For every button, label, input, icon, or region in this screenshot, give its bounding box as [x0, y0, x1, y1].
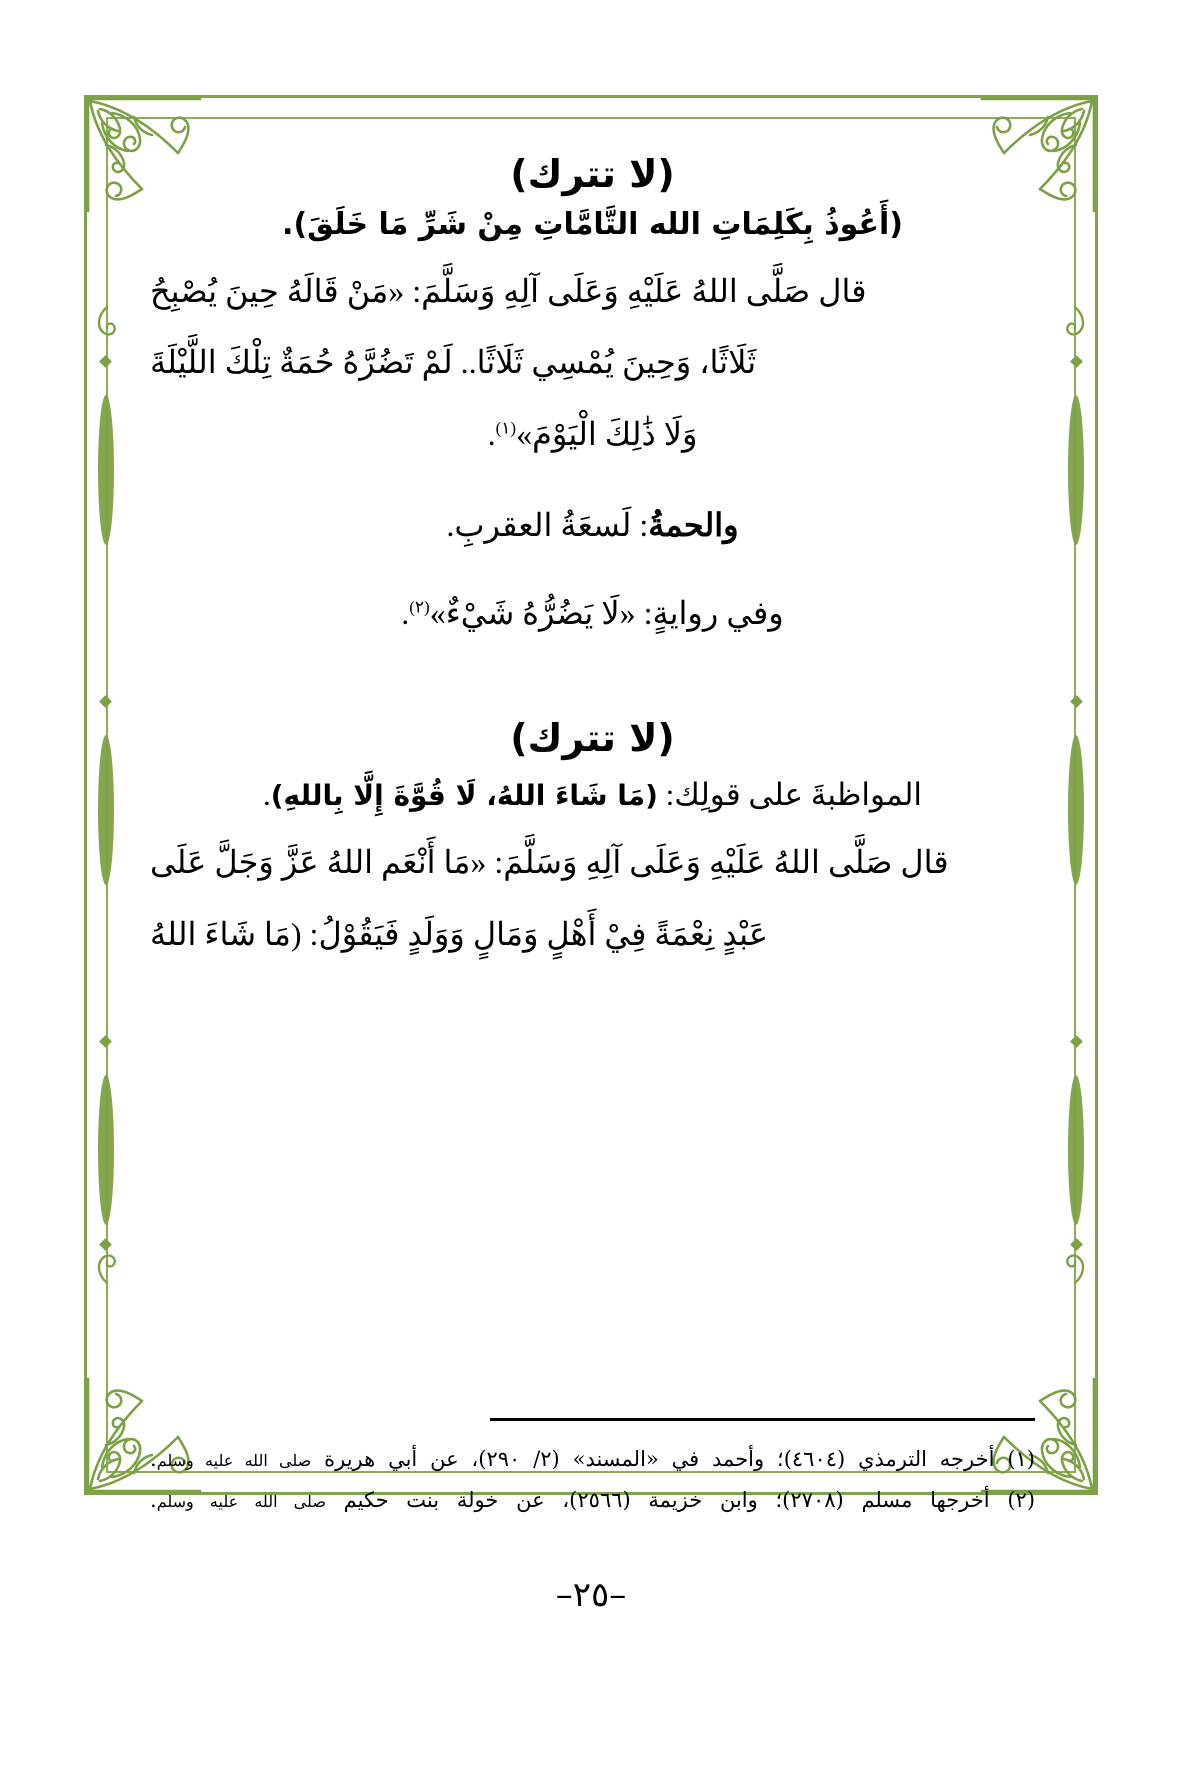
- footnote-2-text: أخرجها مسلم (٢٧٠٨)؛ وابن خزيمة (٢٥٦٦)، عن خولة بنت حكيم: [325, 1487, 1008, 1512]
- section-2-intro-prefix: المواظبةَ على قولِك:: [657, 777, 922, 813]
- rail-leaf-right-lower: [1068, 1075, 1084, 1225]
- section-1-line-3: [150, 406, 1035, 464]
- section-1-dua: (أَعُوذُ بِكَلِمَاتِ الله التَّامَّاتِ مِنْ شَرِّ مَا خَلَقَ).: [282, 207, 903, 242]
- variant-tail: .: [401, 594, 410, 631]
- rail-leaf-left-upper: [98, 395, 114, 545]
- footnote-1-text: أخرجه الترمذي (٤٦٠٤)؛ وأحمد في «المسند» (٢/ ٢٩٠)، عن أبي هريرة: [311, 1447, 1008, 1471]
- footnotes-block: [150, 1418, 1035, 1521]
- variant-text: وفي روايةٍ: «لَا يَضُرُّهُ شَيْءٌ»: [429, 594, 784, 631]
- rail-leaf-left-mid: [98, 735, 114, 885]
- footnote-2-tail: .: [150, 1487, 157, 1512]
- footnote-1: [150, 1439, 1035, 1480]
- rail-leaf-right-mid: [1068, 735, 1084, 885]
- rail-dot-left-2: [99, 695, 112, 708]
- section-2-line-2-text: عَبْدٍ نِعْمَةً فِيْ أَهْلٍ وَمَالٍ وَوَلَدٍ فَيَقُوْلُ: (مَا شَاءَ اللهُ: [150, 915, 768, 952]
- section-1-line-2: [150, 334, 1035, 392]
- section-1-line-3-text: وَلَا ذَٰلِكَ الْيَوْمَ»: [516, 415, 698, 452]
- explanation-label: والحمةُ: [648, 507, 739, 544]
- footnote-separator-rule: [490, 1418, 1035, 1421]
- rail-scroll-left-top: [92, 305, 122, 345]
- page-content: [150, 140, 1035, 1450]
- rail-scroll-right-top: [1060, 305, 1090, 345]
- rail-dot-right-1: [1070, 355, 1083, 368]
- section-heading-2: (لا تترك): [510, 716, 675, 761]
- section-1-line-3-tail: .: [487, 415, 496, 452]
- section-1-line-2-text: ثَلَاثًا، وَحِينَ يُمْسِي ثَلَاثًا.. لَمْ تَضُرَّهُ حُمَةٌ تِلْكَ اللَّيْلَةَ: [150, 344, 757, 381]
- section-1-line-1: [150, 263, 1035, 321]
- rail-scroll-right-bottom: [1060, 1245, 1090, 1285]
- section-1-explanation: [150, 497, 1035, 555]
- footnote-2-marker: (٢): [1007, 1487, 1036, 1512]
- rail-dot-left-4: [99, 1238, 112, 1251]
- explanation-text: : لَسعَةُ العقربِ.: [446, 507, 649, 544]
- footnote-ref-1[interactable]: (١): [495, 418, 517, 438]
- footnote-ref-2[interactable]: (٢): [409, 597, 430, 617]
- section-2-intro-tail: .: [263, 777, 271, 813]
- section-2-line-1: [150, 834, 1035, 892]
- footnote-rule-wrap: [150, 1418, 1035, 1439]
- rail-dot-left-1: [99, 355, 112, 368]
- honorific-icon: صلى الله عليه وسلم: [156, 1451, 312, 1470]
- rail-leaf-right-upper: [1068, 395, 1084, 545]
- section-2-line-2: [150, 906, 1035, 964]
- rail-dot-right-3: [1070, 1035, 1083, 1048]
- honorific-icon: صلى الله عليه وسلم: [156, 1491, 326, 1511]
- rail-dot-right-2: [1070, 695, 1083, 708]
- page-number: –٢٥–: [555, 1575, 627, 1615]
- footnote-2: [150, 1480, 1035, 1521]
- rail-scroll-left-bottom: [92, 1245, 122, 1285]
- section-heading-1: (لا تترك): [510, 152, 675, 196]
- section-1-variant: [150, 585, 1035, 643]
- section-2-line-1-text: قال صَلَّى اللهُ عَلَيْهِ وَعَلَى آلِهِ وَسَلَّمَ: «مَا أَنْعَم اللهُ عَزَّ وَجَلَّ عَلَى: [150, 844, 949, 881]
- footnote-1-marker: (١): [1007, 1447, 1035, 1471]
- rail-dot-right-4: [1070, 1238, 1083, 1251]
- section-1-line-1-text: قال صَلَّى اللهُ عَلَيْهِ وَعَلَى آلِهِ وَسَلَّمَ: «مَنْ قَالَهُ حِينَ يُصْبِحُ: [150, 272, 867, 309]
- section-2-intro-phrase: (مَا شَاءَ اللهُ، لَا قُوَّةَ إِلَّا بِاللهِ): [270, 779, 658, 813]
- rail-dot-left-3: [99, 1035, 112, 1048]
- footnote-1-tail: .: [150, 1447, 157, 1471]
- rail-leaf-left-lower: [98, 1075, 114, 1225]
- section-2-intro: [150, 770, 1035, 820]
